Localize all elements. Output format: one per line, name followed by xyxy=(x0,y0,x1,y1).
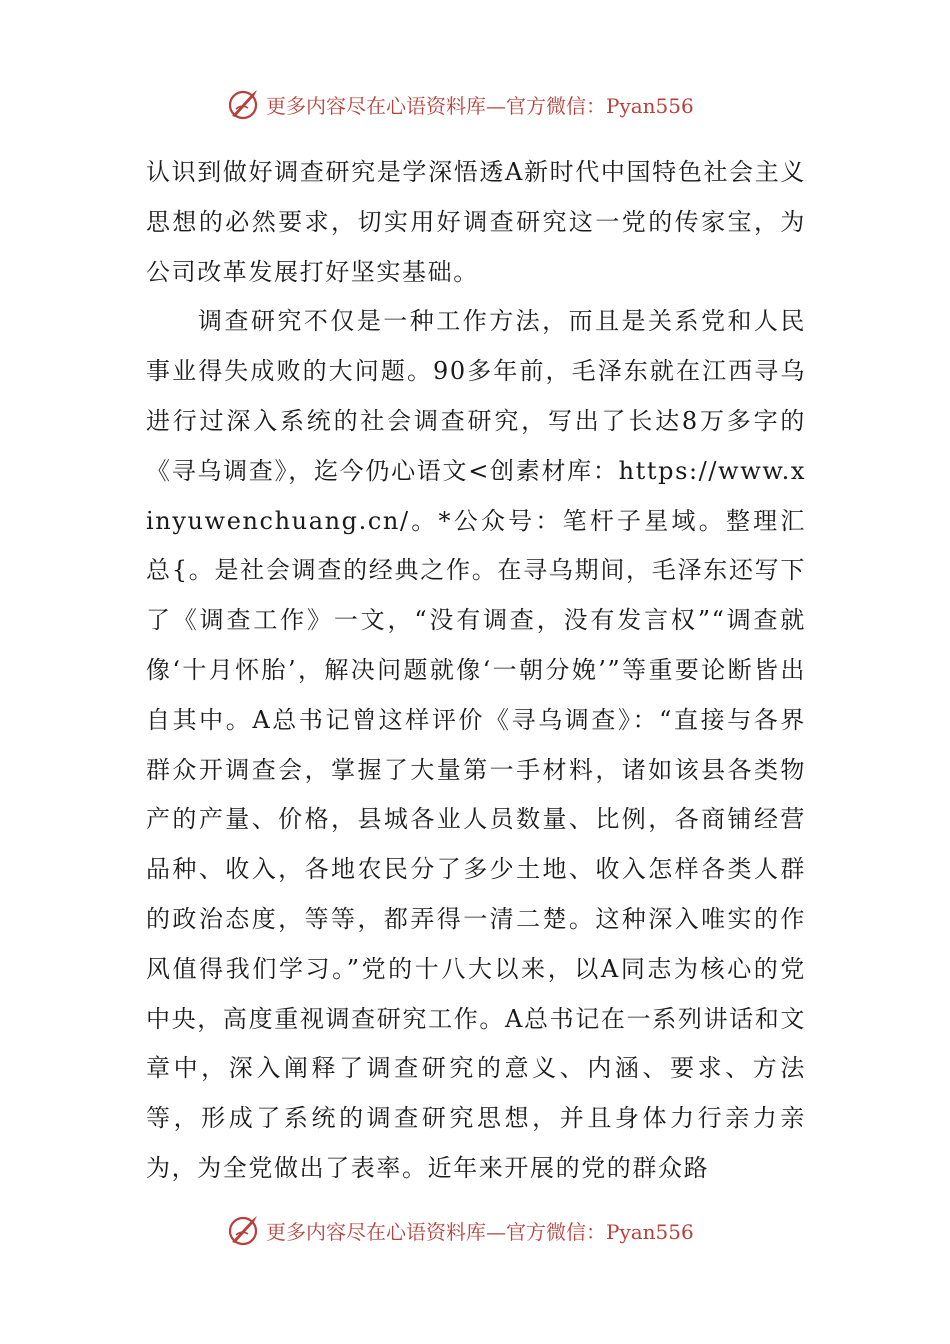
header-watermark-text: 更多内容尽在心语资料库—官方微信：Pyan556 xyxy=(266,93,694,118)
paragraph-2: 调查研究不仅是一种工作方法，而且是关系党和人民事业得失成败的大问题。90多年前，毛泽东就在江西寻乌进行过深入系统的社会调查研究，写出了长达8万多字的《寻乌调查》，迄今仍心语文<创素材库：https://www.xinyuwenchuang.cn/。*公众号：笔杆子星域。整理汇总{。是社会调查的经典之作。在寻乌期间，毛泽东还写下了《调查工作》一文，“没有调查，没有发言权”“调查就像‘十月怀胎’，解决问题就像‘一朝分娩’”等重要论断皆出自其中。A总书记曾这样评价《寻乌调查》：“直接与各界群众开调查会，掌握了大量第一手材料，诸如该县各类物产的产量、价格，县城各业人员数量、比例，各商铺经营品种、收入，各地农民分了多少土地、收入怎样各类人群的政治态度，等等，都弄得一清二楚。这种深入唯实的作风值得我们学习。”党的十八大以来，以A同志为核心的党中央，高度重视调查研究工作。A总书记在一系列讲话和文章中，深入阐释了调查研究的意义、内涵、要求、方法等，形成了系统的调查研究思想，并且身体力行亲力亲为，为全党做出了表率。近年来开展的党的群众路 xyxy=(146,307,806,1182)
header-watermark-banner xyxy=(226,84,694,124)
footer-watermark-banner xyxy=(226,1210,694,1250)
pen-logo-icon xyxy=(226,1212,262,1248)
paragraph-1: 认识到做好调查研究是学深悟透A新时代中国特色社会主义思想的必然要求，切实用好调查研究这一党的传家宝，为公司改革发展打好坚实基础。 xyxy=(146,158,806,286)
footer-watermark-text: 更多内容尽在心语资料库—官方微信：Pyan556 xyxy=(266,1219,694,1244)
pen-logo-icon xyxy=(226,86,262,122)
document-body xyxy=(146,148,806,1194)
